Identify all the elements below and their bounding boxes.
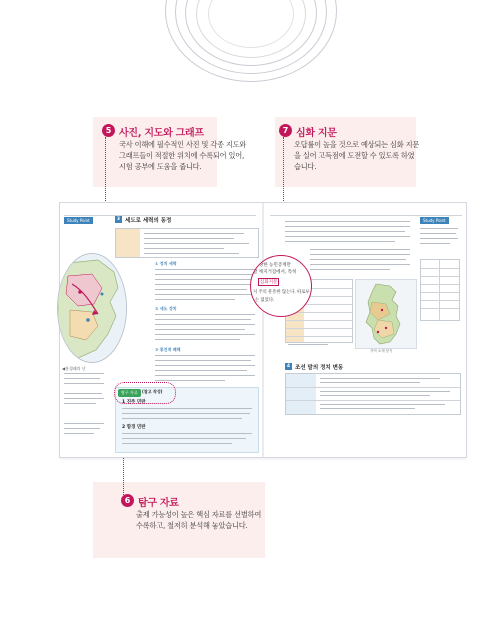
body-text [285, 226, 410, 227]
margin-note [64, 373, 104, 374]
table-text [320, 408, 415, 409]
table-divider [439, 260, 440, 320]
body-text [155, 324, 255, 325]
callout-title: 탐구 자료 [138, 498, 179, 509]
page-rule [270, 215, 462, 216]
section-heading: 조선 말의 정치 변동 [295, 365, 344, 371]
zoom-text-line: 는 없었다. [255, 298, 275, 303]
callout-text-line: 시험 공부에 도움을 줍니다. [119, 162, 202, 171]
body-text [155, 319, 251, 320]
callout-text-line: 오답률이 높을 것으로 예상되는 심화 지문 [294, 140, 420, 149]
body-text [155, 289, 247, 290]
table-text [144, 253, 239, 254]
body-text [155, 279, 253, 280]
highlight-ring [114, 382, 176, 404]
body-text [155, 375, 255, 376]
table-caption [288, 344, 328, 345]
political-change-table [285, 373, 461, 415]
callout-text-line: 을 실어 고득점에 도전할 수 있도록 하였 [294, 151, 415, 160]
table-header-cell [116, 229, 140, 257]
table-rule [421, 300, 459, 301]
body-text [285, 236, 410, 237]
table-text [144, 248, 224, 249]
body-text [155, 370, 247, 371]
callout-number-badge: 5 [102, 124, 115, 137]
table-rule [286, 328, 352, 329]
body-text [310, 254, 410, 255]
margin-table [420, 259, 460, 321]
table-text [144, 233, 244, 234]
table-text [144, 238, 234, 239]
map-zoom-caption: ◀홍경래의 난 [62, 366, 86, 371]
body-text [310, 264, 410, 265]
body-text [155, 314, 255, 315]
callout-title: 심화 지문 [296, 128, 337, 139]
sub-heading: ① 정치 세력 [155, 261, 177, 266]
table-text [144, 243, 249, 244]
margin-note [64, 383, 104, 384]
body-text [155, 284, 255, 285]
callout-text-line: 국사 이해에 필수적인 사진 및 각종 지도와 [119, 140, 247, 149]
body-text [155, 299, 235, 300]
zoom-text-line: 당한 농민층계만 [259, 263, 291, 268]
table-rule [421, 292, 459, 293]
body-text [285, 231, 405, 232]
callout-text-line: 출제 가능성이 높은 핵심 자료를 선별하여 [136, 510, 262, 519]
inquiry-text [122, 438, 246, 439]
northwest-map-graphic [58, 254, 126, 362]
margin-note [420, 228, 458, 229]
table-rule [286, 387, 460, 388]
study-point-tag: Study Point [420, 217, 449, 224]
table-text [320, 395, 430, 396]
inquiry-text [122, 433, 252, 434]
body-text [155, 360, 251, 361]
table-text [320, 391, 450, 392]
table-rule [286, 400, 460, 401]
section-heading: 세도로 세력의 동정 [125, 218, 172, 224]
table-rule [421, 308, 459, 309]
body-text [155, 380, 225, 381]
summary-table [115, 228, 259, 258]
sub-heading: ② 세도 정치 [155, 306, 177, 311]
body-text [285, 241, 395, 242]
callout-text-line: 그래프들이 적절한 위치에 수록되어 있어, [119, 151, 245, 160]
body-text [155, 274, 255, 275]
zoom-text-line: 지 주의 흥흥한 않는다. 따로루 [253, 290, 310, 295]
margin-note [64, 398, 104, 399]
spine [262, 203, 264, 457]
korea-map-graphic [356, 280, 416, 348]
margin-note [420, 243, 450, 244]
inquiry-subtitle: (참고 작성) [142, 389, 163, 394]
margin-note [64, 378, 100, 379]
body-text [155, 294, 255, 295]
inquiry-item: 1 진주 민란 [122, 400, 146, 405]
margin-note [420, 233, 456, 234]
table-rule [286, 336, 352, 337]
inquiry-item: 2 함경 민란 [122, 425, 146, 430]
body-text [310, 269, 390, 270]
study-point-tag: Study Point [64, 217, 93, 224]
body-text [310, 259, 406, 260]
margin-note [64, 423, 104, 424]
table-header-cell [286, 374, 316, 414]
inquiry-text [122, 413, 250, 414]
map-zoom-circle [57, 253, 127, 363]
body-text [155, 269, 255, 270]
body-text [155, 334, 255, 335]
table-rule [421, 276, 459, 277]
section-number: 4 [286, 364, 291, 369]
body-text [285, 221, 410, 222]
margin-note [64, 393, 102, 394]
table-text [320, 382, 420, 383]
margin-note [64, 403, 96, 404]
inquiry-text [122, 418, 242, 419]
body-text [155, 365, 255, 366]
callout-number-badge: 7 [279, 124, 292, 137]
table-rule [421, 268, 459, 269]
inquiry-text [122, 408, 252, 409]
map-caption: 지역 소재 봉기 [370, 349, 393, 353]
table-rule [421, 284, 459, 285]
callout-text-line: 습니다. [294, 162, 317, 171]
callout-title: 사진, 지도와 그래프 [119, 128, 204, 139]
advanced-passage-label: 심화지문 [260, 280, 278, 285]
sub-heading: ③ 봉건적 폐해 [155, 347, 181, 352]
inquiry-text [122, 443, 232, 444]
callout-number-badge: 6 [121, 494, 134, 507]
table-text [320, 378, 440, 379]
margin-note [64, 428, 100, 429]
table-rule [286, 320, 352, 321]
body-text [155, 329, 245, 330]
margin-note [64, 433, 94, 434]
body-text [155, 339, 240, 340]
regional-map [355, 279, 417, 349]
table-text [320, 404, 445, 405]
body-text [155, 355, 255, 356]
advanced-passage-zoom-circle [250, 255, 312, 317]
section-number: 3 [116, 217, 121, 222]
margin-note [420, 238, 458, 239]
inquiry-pill: 탐구 자료 [118, 389, 141, 397]
callout-text-line: 수록하고, 철저히 분석해 놓았습니다. [136, 521, 248, 530]
body-text [310, 249, 410, 250]
zoom-text-line: 잘 깨지거짐에서, 특히 [253, 270, 297, 275]
